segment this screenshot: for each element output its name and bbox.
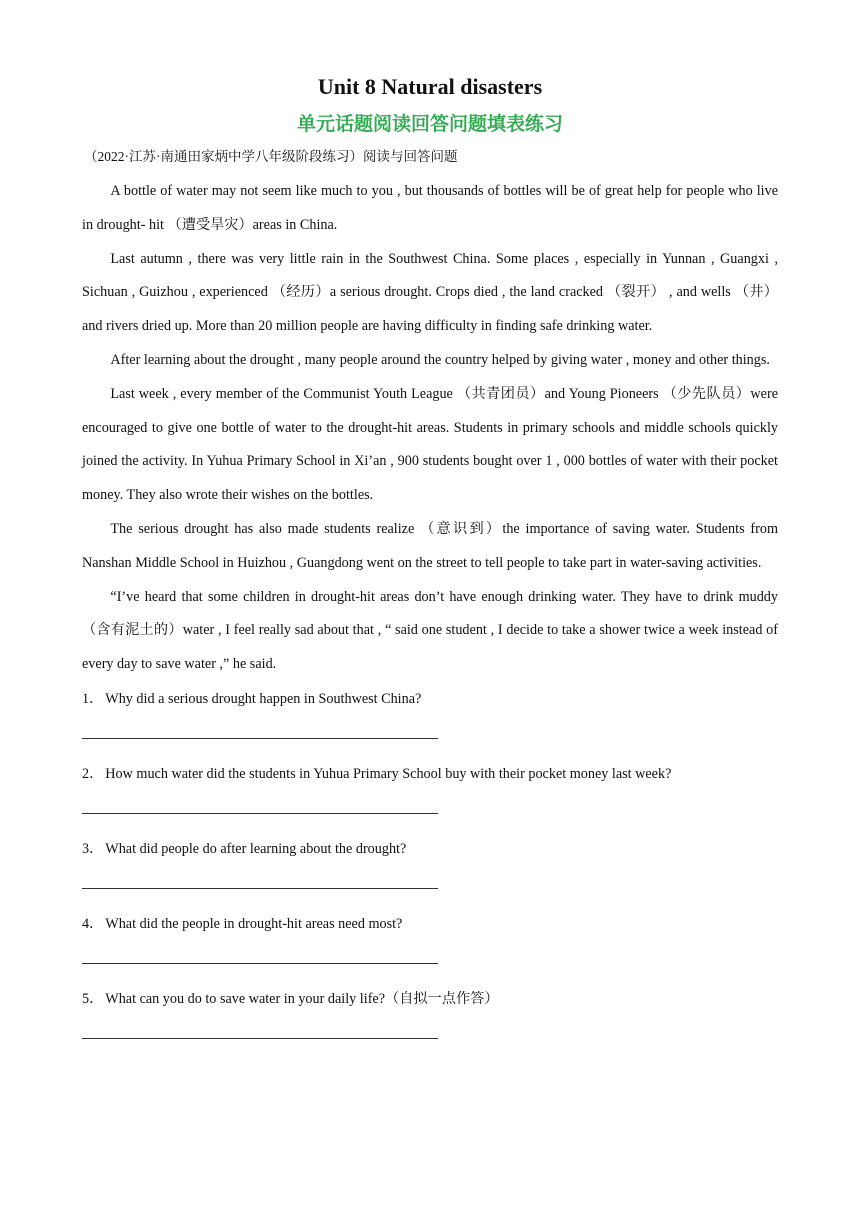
answer-line[interactable] (82, 887, 438, 889)
answer-line[interactable] (82, 812, 438, 814)
question-text: Why did a serious drought happen in Southwest China? (105, 690, 422, 707)
question-number: 4． (82, 915, 104, 932)
source-line: （2022·江苏·南通田家炳中学八年级阶段练习）阅读与回答问题 (84, 149, 458, 164)
question-text: How much water did the students in Yuhua Primary School buy with their pocket money last week? (105, 765, 672, 782)
page-title: Unit 8 Natural disasters (317, 74, 543, 99)
question-text: What did the people in drought-hit areas need most? (105, 915, 403, 932)
question-number: 2． (82, 765, 104, 782)
question-number: 1． (82, 690, 104, 707)
question-item (82, 764, 778, 832)
passage-paragraph: Last autumn , there was very little rain in the Southwest China. Some places , especially in Yunnan , Guangxi , Sichuan , Guizhou , experienced （经历）a serious drought. Crops died , the land cracked （裂开） , and wells （井）and rivers dried up. More than 20 million people are having difficulty in finding safe drinking water. (82, 250, 778, 335)
answer-line[interactable] (82, 1037, 438, 1039)
question-text: What can you do to save water in your daily life?（自拟一点作答） (105, 990, 499, 1007)
answer-line[interactable] (82, 962, 438, 964)
answer-line[interactable] (82, 737, 438, 739)
passage-paragraph: “I’ve heard that some children in drought-hit areas don’t have enough drinking water. They have to drink muddy （含有泥土的）water , I feel really sad about that , “ said one student , I decide to take a shower twice a week instead of every day to save water ,” he said. (82, 588, 778, 673)
question-number: 3． (82, 840, 104, 857)
question-item (82, 839, 778, 907)
reading-passage (82, 175, 778, 682)
question-item (82, 989, 778, 1057)
question-item (82, 914, 778, 982)
passage-paragraph: After learning about the drought , many people around the country helped by giving water , money and other things. (110, 351, 770, 368)
questions-list (82, 689, 778, 1057)
passage-paragraph: A bottle of water may not seem like much to you , but thousands of bottles will be of great help for people who live in drought- hit （遭受旱灾）areas in China. (82, 183, 778, 233)
question-text: What did people do after learning about the drought? (105, 840, 407, 857)
passage-paragraph: Last week , every member of the Communist Youth League （共青团员）and Young Pioneers （少先队员）were encouraged to give one bottle of water to the drought-hit areas. Students in primary schools and middle schools quickly joined the activity. In Yuhua Primary School in Xi’an , 900 students bought over 1 , 000 bottles of water with their pocket money. They also wrote their wishes on the bottles. (82, 385, 778, 504)
passage-paragraph: The serious drought has also made students realize （意识到）the importance of saving water. Students from Nanshan Middle School in Huizhou , Guangdong went on the street to tell people to take part in water-saving activities. (82, 520, 778, 571)
question-item (82, 689, 778, 757)
page-subtitle: 单元话题阅读回答问题填表练习 (296, 113, 563, 135)
question-number: 5． (82, 990, 104, 1007)
